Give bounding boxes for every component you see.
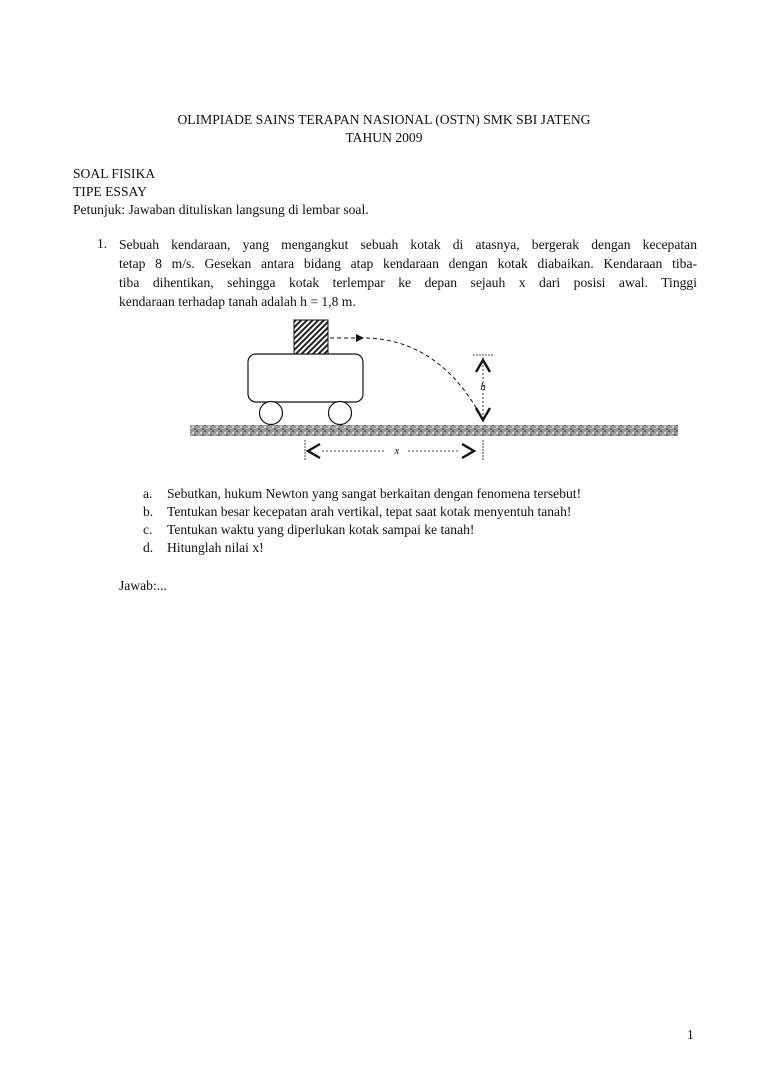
trajectory-arrow: [356, 334, 364, 342]
subquestion-d: [143, 539, 264, 557]
doc-title-line2: TAHUN 2009: [345, 130, 423, 145]
instruction-text: Petunjuk: Jawaban dituliskan langsung di lembar soal.: [73, 202, 369, 217]
subject-label: SOAL FISIKA: [73, 166, 156, 181]
type-label: TIPE ESSAY: [73, 184, 147, 199]
question-text: [119, 235, 697, 311]
subquestion-text: Tentukan waktu yang diperlukan kotak sampai ke tanah!: [167, 522, 475, 537]
subquestion-text: Hitunglah nilai x!: [167, 540, 264, 555]
h-label: h: [480, 381, 486, 393]
question-line: Sebuah kendaraan, yang mengangkut sebuah kotak di atasnya, bergerak dengan kecepatan: [119, 237, 697, 252]
question-line: tiba dihentikan, sehingga kotak terlempar ke depan sejauh x dari posisi awal. Tinggi: [119, 275, 697, 290]
x-arrow-right-icon: [462, 444, 474, 458]
x-arrow-left-icon: [308, 444, 320, 458]
subquestion-label: c.: [143, 522, 153, 537]
subquestion-a: [143, 485, 581, 503]
subquestion-c: [143, 521, 474, 539]
vehicle-wheel-rear: [260, 402, 283, 425]
trajectory-curve: [366, 338, 482, 418]
answer-prompt: Jawab:...: [119, 578, 167, 593]
vehicle-projectile-diagram: [180, 310, 680, 470]
question-number: 1.: [97, 236, 108, 251]
subquestion-label: d.: [143, 540, 154, 555]
page-number: 1: [687, 1027, 694, 1042]
question-line: kendaraan terhadap tanah adalah h = 1,8 m.: [119, 294, 356, 309]
vehicle-wheel-front: [329, 402, 352, 425]
doc-title-line1: OLIMPIADE SAINS TERAPAN NASIONAL (OSTN) SMK SBI JATENG: [177, 112, 591, 127]
subquestion-text: Tentukan besar kecepatan arah vertikal, tepat saat kotak menyentuh tanah!: [167, 504, 572, 519]
subquestion-label: b.: [143, 504, 154, 519]
x-label: x: [394, 445, 400, 457]
subquestion-b: [143, 503, 571, 521]
question-line: tetap 8 m/s. Gesekan antara bidang atap kendaraan dengan kotak diabaikan. Kendaraan tiba-: [119, 256, 697, 271]
box-cargo: [294, 320, 328, 354]
ground-surface: [190, 425, 678, 436]
subquestion-text: Sebutkan, hukum Newton yang sangat berkaitan dengan fenomena tersebut!: [167, 486, 582, 501]
subquestion-label: a.: [143, 486, 153, 501]
vehicle-body: [248, 354, 363, 402]
